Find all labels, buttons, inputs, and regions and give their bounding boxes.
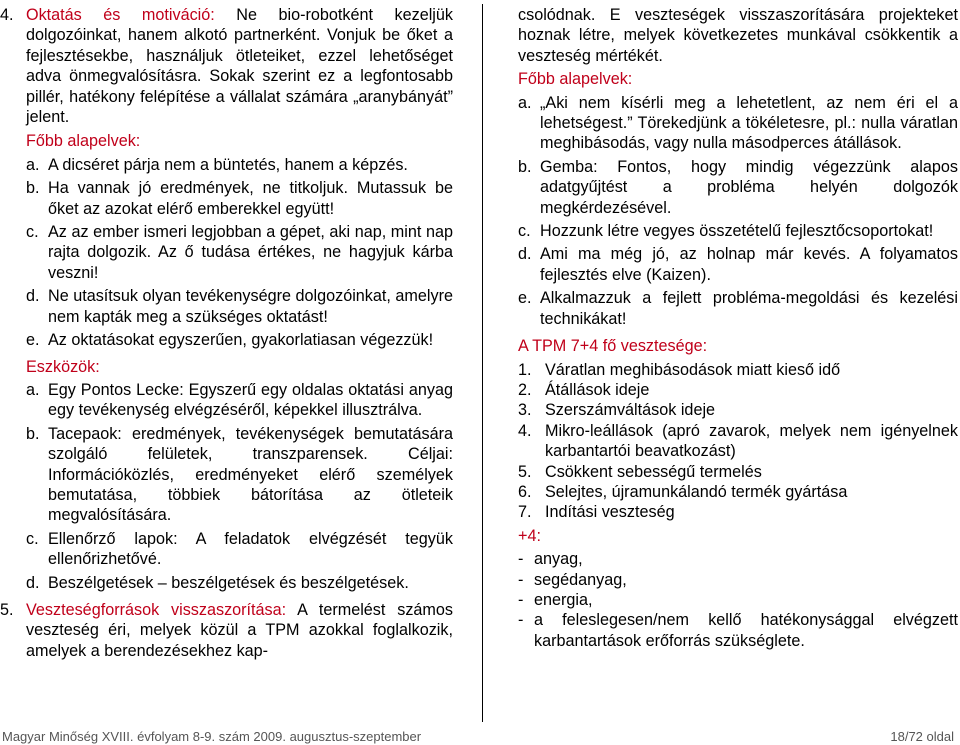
plus4-item-label: - <box>518 550 524 569</box>
loss-item-label: 4. <box>518 421 532 440</box>
tool-item-label: a. <box>26 380 40 399</box>
principle-item-label: a. <box>518 93 532 112</box>
right-principles-list <box>518 93 958 329</box>
tools-label: Eszközök: <box>26 357 100 376</box>
loss-item <box>518 400 958 420</box>
principle-item <box>518 288 958 329</box>
principle-item <box>0 155 453 175</box>
tpm-losses-list <box>518 360 958 523</box>
plus4-label: +4: <box>518 526 541 545</box>
principle-item-label: b. <box>26 179 40 198</box>
loss-item-text: Csökkent sebességű termelés <box>545 462 762 481</box>
principle-item <box>518 93 958 154</box>
loss-item-label: 5. <box>518 462 532 481</box>
section-5-continuation: csolódnak. E veszteségek visszaszorítására projekteket hoznak létre, melyek következetes munkával csökkentik a veszteség mértékét. <box>518 6 958 65</box>
principle-item-label: a. <box>26 155 40 174</box>
principle-item <box>518 221 958 241</box>
principle-item <box>0 222 453 283</box>
right-principles-label: Főbb alapelvek: <box>518 70 633 89</box>
loss-item-text: Mikro-leállások (apró zavarok, melyek nem igényelnek karbantartói beavatkozást) <box>545 421 958 461</box>
plus4-item <box>518 549 958 569</box>
loss-item <box>518 360 958 380</box>
loss-item <box>518 380 958 400</box>
section-4-paragraph <box>0 5 453 127</box>
tool-item <box>0 424 453 526</box>
tool-item-text: Tacepaok: eredmények, tevékenységek bemutatására szolgáló felületek, transzparensek. Céljai: Információközlés, eredményeket elérő személyek bemutatása, többiek bátorítása az ötleteik megvalósítására. <box>48 424 453 525</box>
tool-item-label: d. <box>26 573 40 592</box>
footer-page-number: 18/72 oldal <box>890 729 954 744</box>
section-5-number: 5. <box>0 600 14 619</box>
principle-item-text: Ami ma még jó, az holnap már kevés. A folyamatos fejlesztés elve (Kaizen). <box>540 245 958 284</box>
loss-item-text: Indítási veszteség <box>545 503 675 522</box>
principle-item-text: Gemba: Fontos, hogy mindig végezzünk alapos adatgyűjtést a probléma helyén dolgozók megkérdezésével. <box>540 157 958 217</box>
plus4-item-label: - <box>518 611 524 630</box>
loss-item-label: 2. <box>518 380 532 399</box>
plus4-item <box>518 570 958 590</box>
tpm-losses-heading: A TPM 7+4 fő vesztesége: <box>518 337 708 356</box>
footer-publication: Magyar Minőség XVIII. évfolyam 8-9. szám 2009. augusztus-szeptember <box>2 729 422 744</box>
left-column <box>0 0 453 661</box>
principle-item-label: d. <box>26 287 40 306</box>
tpm-heading-row <box>518 336 958 356</box>
column-divider <box>482 4 483 722</box>
principle-item-text: Alkalmazzuk a fejlett probléma-megoldási és kezelési technikákat! <box>540 289 958 328</box>
page-footer <box>2 729 954 745</box>
principle-item-label: b. <box>518 157 532 176</box>
tool-item-label: b. <box>26 424 40 443</box>
principle-item-label: e. <box>26 331 40 350</box>
section-5-text: A termelést számos veszteség éri, melyek közül a TPM azokkal foglalkozik, amelyek a berendezésekhez kap- <box>26 600 454 660</box>
tools-label-row <box>0 357 453 377</box>
principle-item-text: Ne utasítsuk olyan tevékenységre dolgozóinkat, amelyre nem kapták meg a szükséges oktatást! <box>48 287 453 326</box>
principle-item <box>0 286 453 327</box>
principle-item <box>0 330 453 350</box>
loss-item <box>518 482 958 502</box>
plus4-item <box>518 590 958 610</box>
plus4-item-text: a feleslegesen/nem kellő hatékonysággal elvégzett karbantartások erőforrás szükséglete. <box>534 611 958 650</box>
section-5-paragraph <box>0 600 453 661</box>
principle-item-label: c. <box>518 222 531 241</box>
principle-item-label: e. <box>518 289 532 308</box>
right-principles-label-row <box>518 69 958 89</box>
plus4-list <box>518 549 958 651</box>
plus4-item-text: segédanyag, <box>534 570 627 589</box>
loss-item-text: Szerszámváltások ideje <box>545 401 716 420</box>
loss-item-label: 1. <box>518 360 532 379</box>
plus4-item <box>518 610 958 651</box>
loss-item-text: Átállások ideje <box>545 380 650 399</box>
tool-item <box>0 573 453 593</box>
plus4-item-label: - <box>518 570 524 589</box>
tool-item <box>0 380 453 421</box>
principle-item-label: c. <box>26 223 39 242</box>
left-principles-list <box>0 155 453 351</box>
loss-item-label: 3. <box>518 401 532 420</box>
tool-item <box>0 529 453 570</box>
principle-item <box>0 178 453 219</box>
principle-item-label: d. <box>518 245 532 264</box>
plus4-item-text: anyag, <box>534 550 583 569</box>
section-5-heading: Veszteségforrások visszaszorítása: <box>26 600 287 619</box>
tool-item-text: Ellenőrző lapok: A feladatok elvégzését tegyük ellenőrizhetővé. <box>48 529 453 569</box>
principle-item <box>518 157 958 218</box>
section-4-number: 4. <box>0 6 14 24</box>
loss-item <box>518 421 958 462</box>
loss-item <box>518 502 958 522</box>
tool-item-label: c. <box>26 529 39 548</box>
plus4-item-label: - <box>518 590 524 609</box>
loss-item-text: Váratlan meghibásodások miatt kieső idő <box>545 360 841 379</box>
plus4-item-text: energia, <box>534 590 593 609</box>
principle-item-text: Az az ember ismeri legjobban a gépet, aki nap, mint nap rajta dolgozik. Az ő tudása értékes, ne hagyjuk kárba veszni! <box>48 223 453 282</box>
tools-list <box>0 380 453 593</box>
right-column <box>518 0 958 651</box>
principle-item-text: „Aki nem kísérli meg a lehetetlent, az nem éri el a lehetségest.” Törekedjünk a tökéletesre, pl.: nulla váratlan meghibásodás, vagy nulla másodperces átállások. <box>540 93 958 153</box>
left-principles-label: Főbb alapelvek: <box>26 132 141 151</box>
loss-item-label: 6. <box>518 482 532 501</box>
tool-item-text: Beszélgetések – beszélgetések és beszélgetések. <box>48 573 409 592</box>
section-4-text: Ne bio-robotként kezeljük dolgozóinkat, hanem alkotó partnerként. Vonjuk be őket a fejlesztésekbe, használjuk ötleteiket, ezzel lehetőséget adva önmegvalósításra. Sokak szerint ez a legfontosabb pillér, hatékony felépítése a vállalat számára „aranybányát” jelent. <box>26 6 453 127</box>
loss-item-text: Selejtes, újramunkálandó termék gyártása <box>545 482 848 501</box>
principle-item-text: Ha vannak jó eredmények, ne titkoljuk. Mutassuk be őket az azokat elérő emberekkel együtt! <box>48 179 453 218</box>
principle-item-text: Az oktatásokat egyszerűen, gyakorlatiasan végezzük! <box>48 331 434 350</box>
principle-item <box>518 244 958 285</box>
left-principles-label-row <box>0 131 453 151</box>
loss-item <box>518 462 958 482</box>
loss-item-label: 7. <box>518 503 532 522</box>
plus4-label-row <box>518 526 958 546</box>
principle-item-text: Hozzunk létre vegyes összetételű fejlesztőcsoportokat! <box>540 222 934 241</box>
section-4-heading: Oktatás és motiváció: <box>26 6 215 24</box>
principle-item-text: A dicséret párja nem a büntetés, hanem a képzés. <box>48 155 408 174</box>
tool-item-text: Egy Pontos Lecke: Egyszerű egy oldalas oktatási anyag egy tevékenység elvégzéséről, képekkel illusztrálva. <box>48 380 453 420</box>
